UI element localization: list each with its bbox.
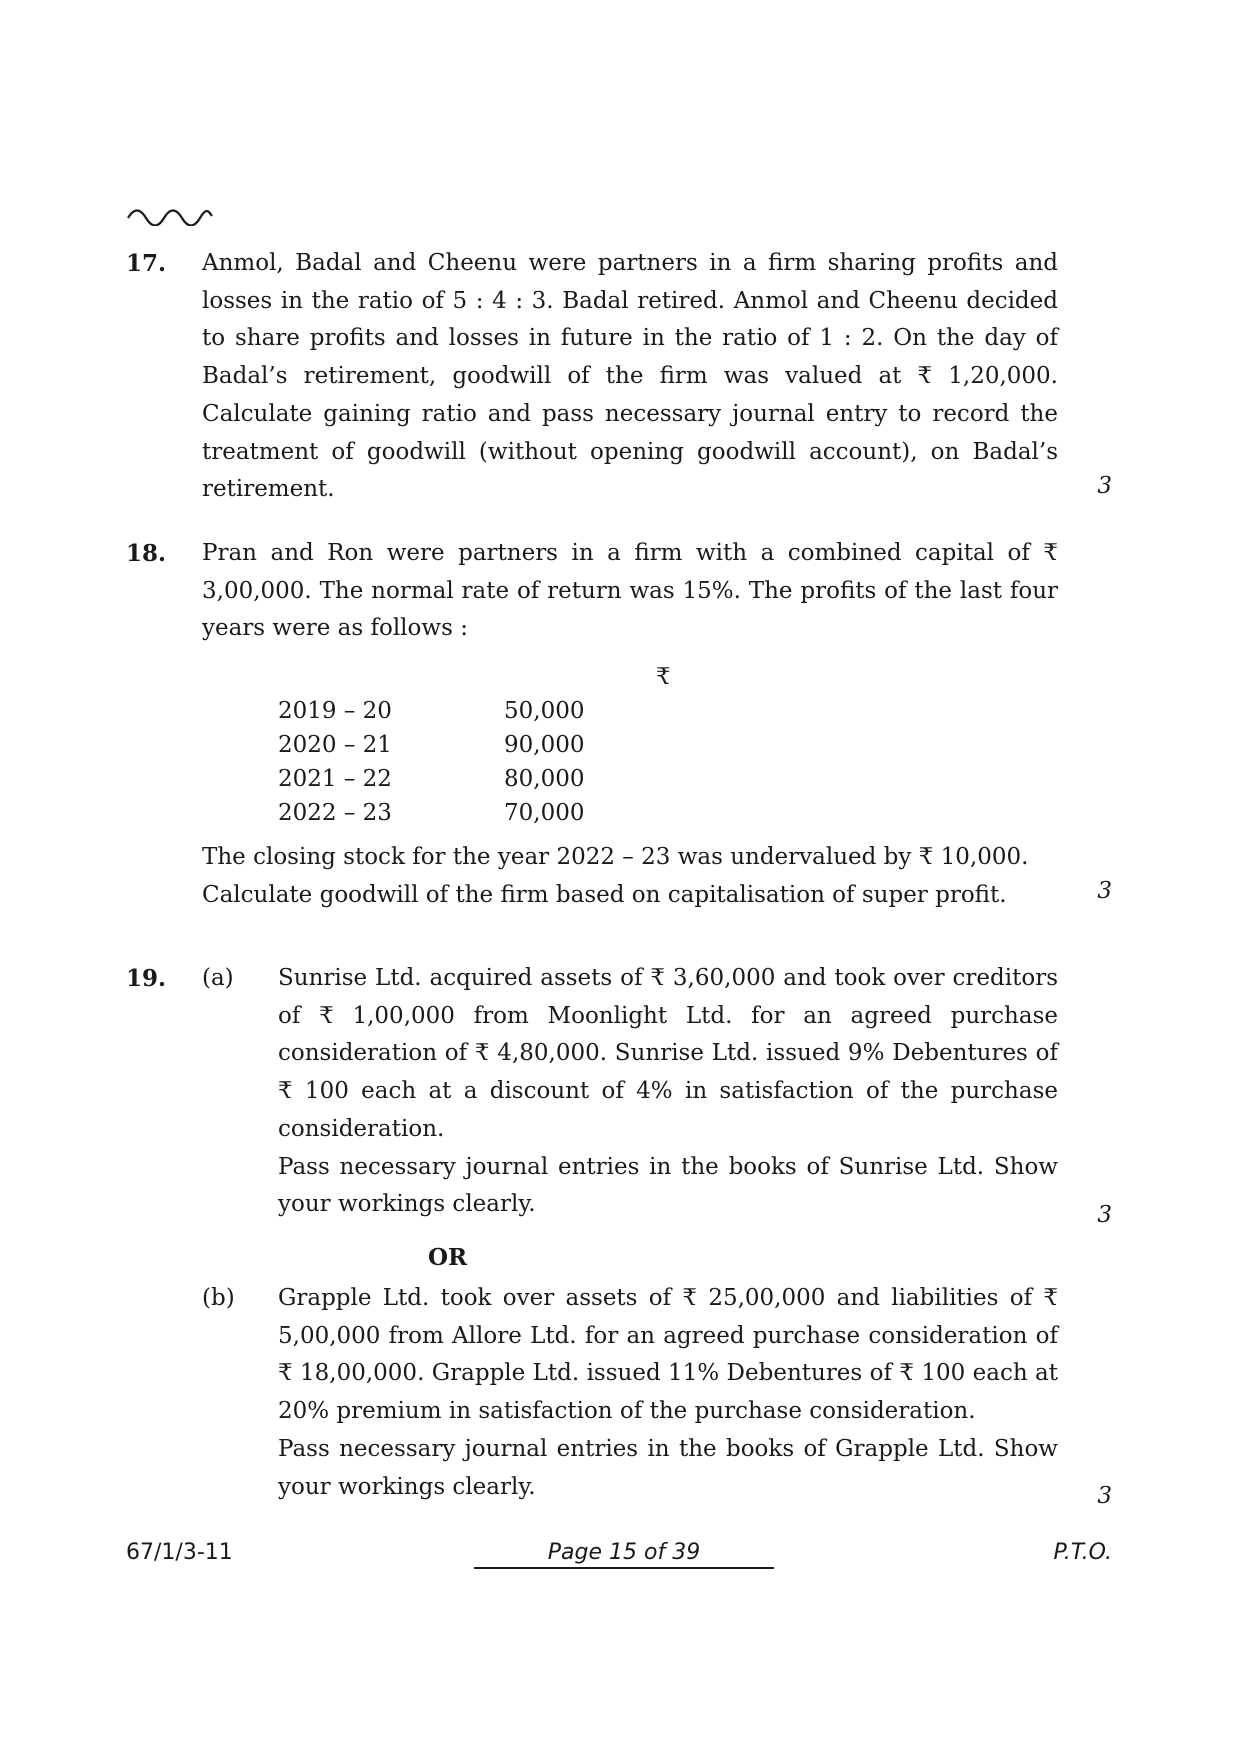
page-footer bbox=[126, 1540, 1120, 1580]
table-row bbox=[278, 800, 678, 834]
question-text: Anmol, Badal and Cheenu were partners in a firm sharing profits and losses in the ratio of 5 : 4 : 3. Badal retired. Anmol and Cheenu decided to share profits and losses in future in the ratio of 1 : 2. On the day of Badal’s retirement, goodwill of the firm was valued at ₹ 1,20,000. Calculate gaining ratio and pass necessary journal entry to record the treatment of goodwill (without opening goodwill account), on Badal’s retirement. bbox=[202, 250, 1058, 503]
part-b-label: (b) bbox=[202, 1285, 235, 1311]
question-closing bbox=[202, 839, 1058, 914]
part-b-instruction: Pass necessary journal entries in the books of Grapple Ltd. Show your workings clearly. bbox=[278, 1435, 1058, 1500]
question-intro: Pran and Ron were partners in a firm with a combined capital of ₹ 3,00,000. The normal rate of return was 15%. The profits of the last four years were as follows : bbox=[202, 540, 1058, 642]
closing-stock-line: The closing stock for the year 2022 – 23 was undervalued by ₹ 10,000. bbox=[202, 844, 1029, 870]
amount-cell: 70,000 bbox=[504, 800, 585, 826]
squiggle-mark-icon bbox=[126, 206, 214, 226]
paper-code: 67/1/3-11 bbox=[126, 1540, 233, 1565]
amount-cell: 90,000 bbox=[504, 732, 585, 758]
table-row bbox=[278, 732, 678, 766]
marks: 3 bbox=[1097, 878, 1112, 904]
part-a-instruction: Pass necessary journal entries in the books of Sunrise Ltd. Show your workings clearly. bbox=[278, 1153, 1058, 1218]
part-a-body: Sunrise Ltd. acquired assets of ₹ 3,60,000 and took over creditors of ₹ 1,00,000 from Moonlight Ltd. for an agreed purchase consideration of ₹ 4,80,000. Sunrise Ltd. issued 9% Debentures of ₹ 100 each at a discount of 4% in satisfaction of the purchase consideration. bbox=[278, 965, 1058, 1142]
question-number: 19. bbox=[126, 965, 167, 992]
part-a-label: (a) bbox=[202, 965, 234, 991]
pto-label: P.T.O. bbox=[1053, 1540, 1112, 1565]
year-cell: 2021 – 22 bbox=[278, 766, 392, 792]
table-row bbox=[278, 698, 678, 732]
currency-header: ₹ bbox=[656, 664, 671, 690]
amount-cell: 50,000 bbox=[504, 698, 585, 724]
marks: 3 bbox=[1097, 1483, 1112, 1509]
part-b-text bbox=[278, 1280, 1058, 1506]
or-separator: OR bbox=[428, 1244, 468, 1271]
table-row bbox=[278, 766, 678, 800]
year-cell: 2020 – 21 bbox=[278, 732, 392, 758]
year-cell: 2022 – 23 bbox=[278, 800, 392, 826]
instruction-line: Calculate goodwill of the firm based on capitalisation of super profit. bbox=[202, 881, 1007, 908]
amount-cell: 80,000 bbox=[504, 766, 585, 792]
part-b-body: Grapple Ltd. took over assets of ₹ 25,00,000 and liabilities of ₹ 5,00,000 from Allore Ltd. for an agreed purchase consideration of ₹ 18,00,000. Grapple Ltd. issued 11% Debentures of ₹ 100 each at 20% premium in satisfaction of the purchase consideration. bbox=[278, 1285, 1058, 1425]
question-number: 18. bbox=[126, 540, 167, 567]
part-a-text bbox=[278, 960, 1058, 1224]
marks: 3 bbox=[1097, 1202, 1112, 1228]
page-number: Page 15 of 39 bbox=[474, 1540, 774, 1569]
question-number: 17. bbox=[126, 250, 167, 277]
marks: 3 bbox=[1097, 473, 1112, 499]
year-cell: 2019 – 20 bbox=[278, 698, 392, 724]
